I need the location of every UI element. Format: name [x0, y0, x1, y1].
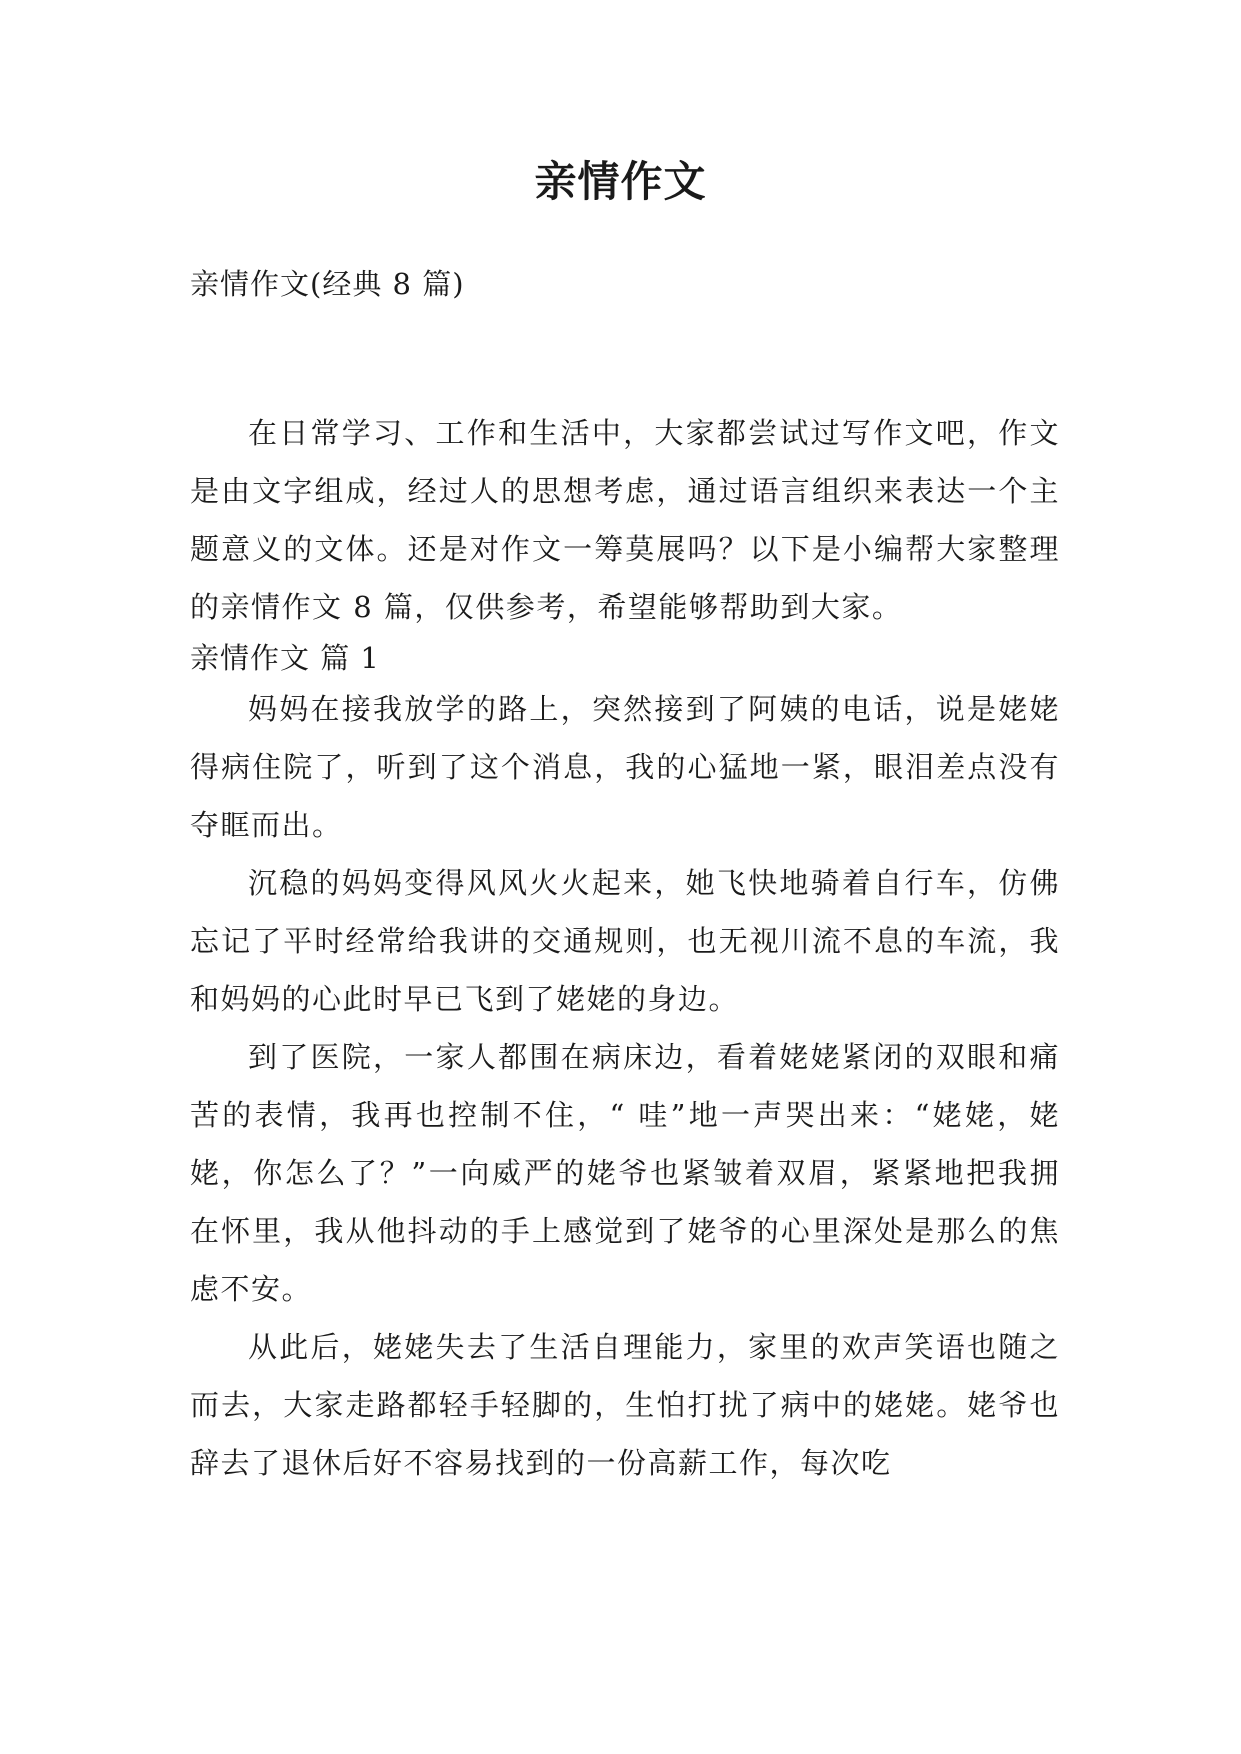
document-body [190, 404, 1060, 1492]
section-heading: 亲情作文 篇 1 [190, 641, 380, 675]
body-paragraph: 到了医院，一家人都围在病床边，看着姥姥紧闭的双眼和痛苦的表情，我再也控制不住，“ 哇”地一声哭出来：“姥姥，姥姥，你怎么了？”一向威严的姥爷也紧皱着双眉，紧紧地把我拥在怀里，我从他抖动的手上感觉到了姥爷的心里深处是那么的焦虑不安。 [190, 1040, 1060, 1306]
body-paragraph: 妈妈在接我放学的路上，突然接到了阿姨的电话，说是姥姥得病住院了，听到了这个消息，我的心猛地一紧，眼泪差点没有夺眶而出。 [190, 692, 1060, 842]
intro-paragraph: 在日常学习、工作和生活中，大家都尝试过写作文吧，作文是由文字组成，经过人的思想考虑，通过语言组织来表达一个主题意义的文体。还是对作文一筹莫展吗？以下是小编帮大家整理的亲情作文 8 篇，仅供参考，希望能够帮助到大家。 [190, 416, 1060, 624]
body-paragraph: 沉稳的妈妈变得风风火火起来，她飞快地骑着自行车，仿佛忘记了平时经常给我讲的交通规则，也无视川流不息的车流，我和妈妈的心此时早已飞到了姥姥的身边。 [190, 866, 1060, 1016]
document-title: 亲情作文 [534, 157, 707, 206]
document-subtitle: 亲情作文(经典 8 篇) [190, 267, 465, 301]
body-paragraph: 从此后，姥姥失去了生活自理能力，家里的欢声笑语也随之而去，大家走路都轻手轻脚的，生怕打扰了病中的姥姥。姥爷也辞去了退休后好不容易找到的一份高薪工作，每次吃 [190, 1330, 1060, 1480]
